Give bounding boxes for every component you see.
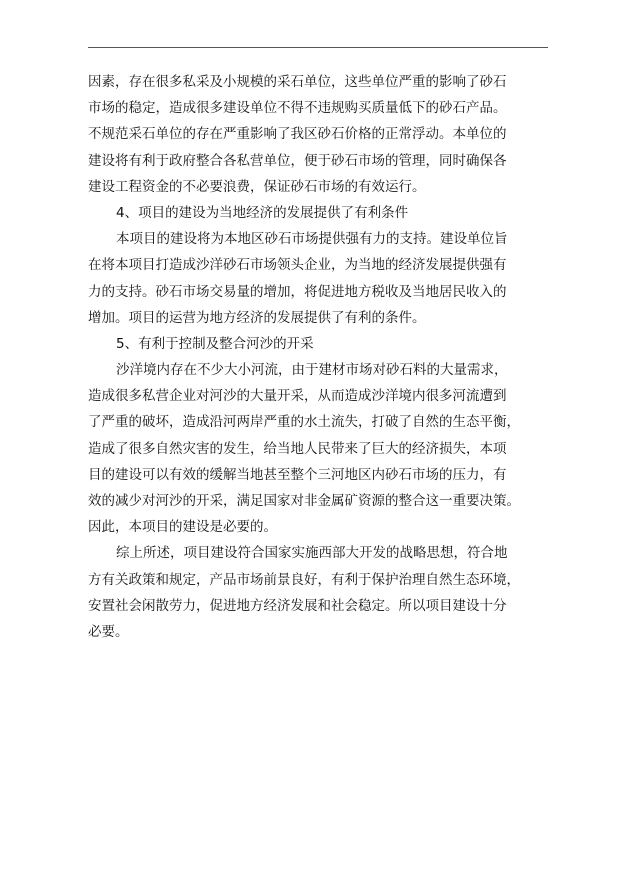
text-line: 本项目的建设将为本地区砂石市场提供强有力的支持。建设单位旨 <box>116 231 508 248</box>
heading-section-5 <box>88 331 550 357</box>
text-line: 了严重的破坏，造成沿河两岸严重的水土流失，打破了自然的生态平衡， <box>88 414 520 431</box>
text-line: 因此，本项目的建设是必要的。 <box>88 519 277 536</box>
text-line: 不规范采石单位的存在严重影响了我区砂石价格的正常浮动。本单位的 <box>88 126 507 143</box>
document-body <box>88 69 550 645</box>
text-line: 必要。 <box>88 623 129 640</box>
text-line: 市场的稳定，造成很多建设单位不得不违规购买质量低下的砂石产品。 <box>88 100 507 117</box>
text-line: 在将本项目打造成沙洋砂石市场领头企业，为当地的经济发展提供强有 <box>88 257 507 274</box>
text-line: 效的减少对河沙的开采，满足国家对非金属矿资源的整合这一重要决策。 <box>88 493 520 509</box>
text-line: 造成很多私营企业对河沙的大量开采，从而造成沙洋境内很多河流遭到 <box>88 388 507 405</box>
text-line: 安置社会闲散劳力，促进地方经济发展和社会稳定。所以项目建设十分 <box>88 597 507 614</box>
paragraph-local-economy <box>88 226 550 331</box>
heading-section-4 <box>88 200 550 226</box>
text-line: 目的建设可以有效的缓解当地甚至整个三河地区内砂石市场的压力，有 <box>88 466 507 483</box>
section-heading: 4、项目的建设为当地经济的发展提供了有利条件 <box>116 204 409 221</box>
header-rule <box>88 47 548 48</box>
text-line: 增加。项目的运营为地方经济的发展提供了有利的条件。 <box>88 309 426 326</box>
paragraph-river-sand <box>88 357 550 540</box>
text-line: 方有关政策和规定，产品市场前景良好，有利于保护治理自然生态环境， <box>88 571 520 588</box>
text-line: 建设将有利于政府整合各私营单位，便于砂石市场的管理，同时确保各 <box>88 152 507 169</box>
text-line: 建设工程资金的不必要浪费，保证砂石市场的有效运行。 <box>88 178 426 195</box>
paragraph-market-stability <box>88 69 550 200</box>
text-line: 因素，存在很多私采及小规模的采石单位，这些单位严重的影响了砂石 <box>88 74 507 90</box>
section-heading: 5、有利于控制及整合河沙的开采 <box>116 335 314 352</box>
paragraph-conclusion <box>88 540 550 645</box>
text-line: 力的支持。砂石市场交易量的增加，将促进地方税收及当地居民收入的 <box>88 283 507 300</box>
text-line: 沙洋境内存在不少大小河流，由于建材市场对砂石料的大量需求， <box>116 362 508 379</box>
text-line: 综上所述，项目建设符合国家实施西部大开发的战略思想，符合地 <box>116 545 508 562</box>
text-line: 造成了很多自然灾害的发生，给当地人民带来了巨大的经济损失，本项 <box>88 440 507 457</box>
